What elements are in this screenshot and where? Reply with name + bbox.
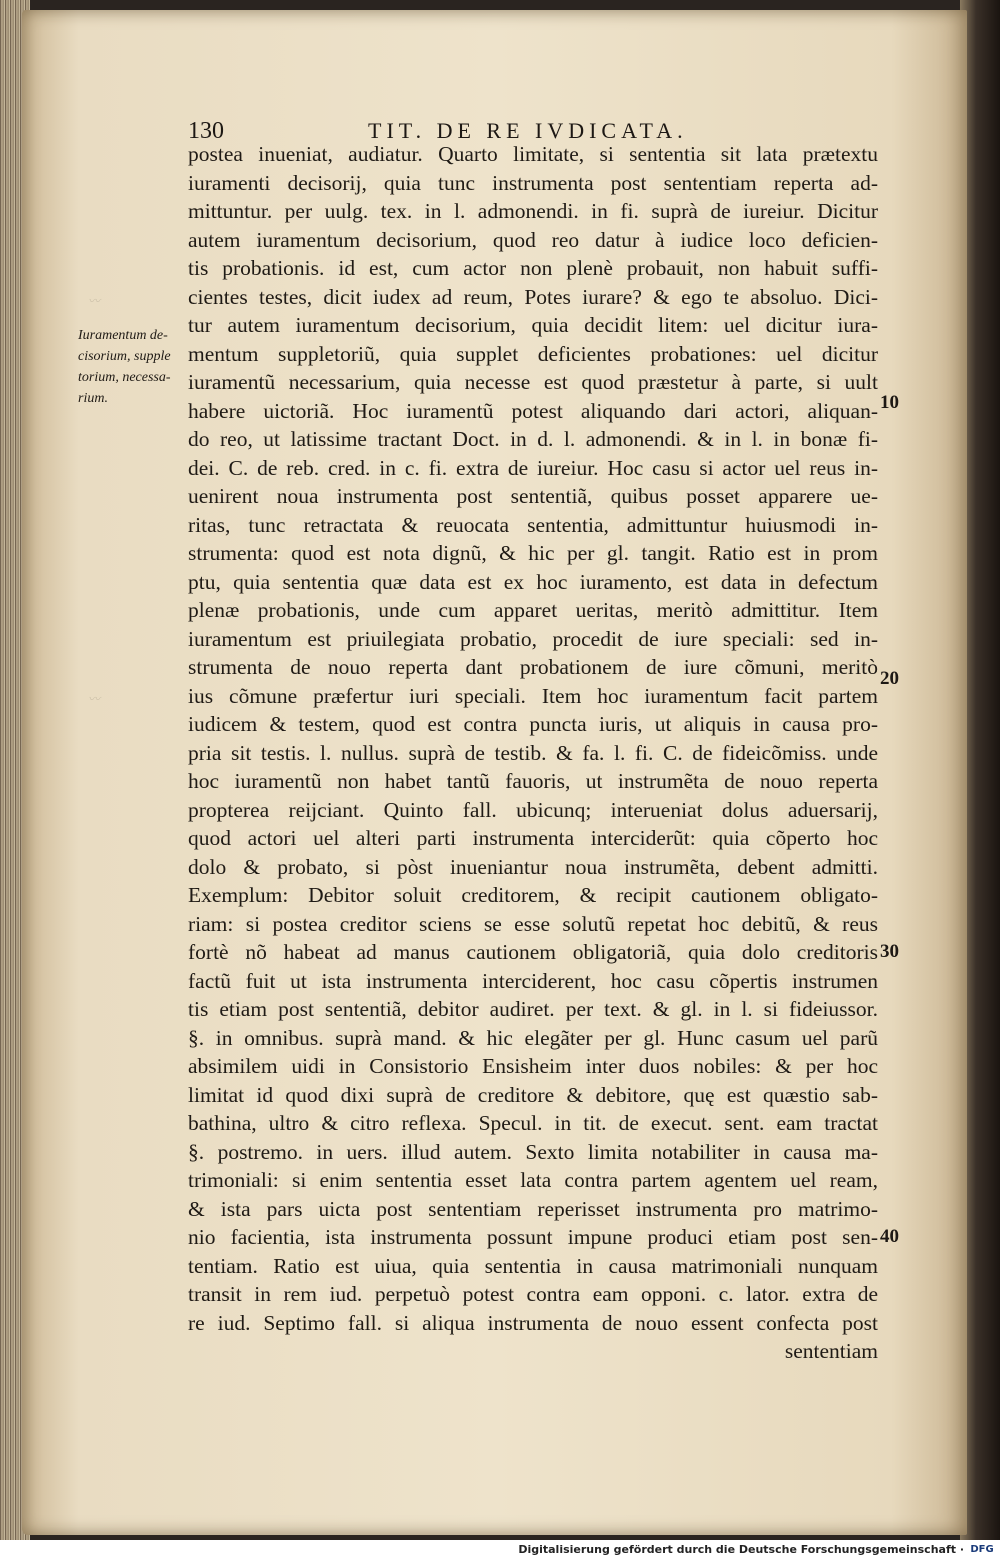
text-line: dolo & probato, si pòst inueniantur noua instrumẽta, debent admitti. xyxy=(188,854,878,879)
margin-note-line: rium. xyxy=(78,391,108,406)
text-line: uenirent noua instrumenta post sententiã, quibus posset apparere ue- xyxy=(188,484,878,508)
text-line: iuramentum est priuilegiata probatio, procedit de iure speciali: sed in- xyxy=(188,626,878,651)
text-line: fortè nõ habeat ad manus cautionem obligatoriã, quia dolo creditoris xyxy=(188,940,878,964)
body-text xyxy=(188,140,878,1366)
text-line: quod actori uel alteri parti instrumenta interciderũt: quia cõperto hoc xyxy=(188,826,878,850)
footer-credit: Digitalisierung gefördert durch die Deutsche Forschungsgemeinschaft · xyxy=(518,1543,964,1556)
text-line: hoc iuramentũ non habet tantũ fauoris, ut instrumẽta de nouo reperta xyxy=(188,769,878,793)
text-line: propterea reijciant. Quinto fall. ubicunq; interueniat dolus aduersarij, xyxy=(188,797,878,822)
text-line: Exemplum: Debitor soluit creditorem, & recipit cautionem obligato- xyxy=(188,883,878,907)
text-line: mentum suppletoriũ, quia supplet deficientes probationes: uel dicitur xyxy=(188,341,878,366)
text-line: dei. C. de reb. cred. in c. fi. extra de iureiur. Hoc casu si actor uel reus in- xyxy=(188,455,878,480)
text-line: habere uictoriã. Hoc iuramentũ potest aliquando dari actori, aliquan- xyxy=(188,398,878,423)
text-line: iuramentũ necessarium, quia necesse est quod præstetur à parte, si uult xyxy=(188,370,878,394)
footer-bar xyxy=(0,1540,1000,1560)
text-line: strumenta de nouo reperta dant probationem de iure cõmuni, meritò xyxy=(188,655,878,679)
text-line: §. in omnibus. suprà mand. & hic elegãter per gl. Hunc casum uel parũ xyxy=(188,1025,878,1050)
text-line: postea inueniat, audiatur. Quarto limitate, si sententia sit lata prætextu xyxy=(188,142,878,166)
text-line: tis probationis. id est, cum actor non plenè probauit, non habuit suffi- xyxy=(188,256,878,280)
bleed-through-mark: 〰 xyxy=(88,294,101,308)
margin-note-line: cisorium, supple xyxy=(78,349,171,364)
line-number-20: 20 xyxy=(880,668,899,689)
text-line: transit in rem iud. perpetuò potest contra eam opponi. c. lator. extra de xyxy=(188,1282,878,1306)
text-line: mittuntur. per uulg. tex. in l. admonendi. in fi. suprà de iureiur. Dicitur xyxy=(188,199,878,223)
header-title: TIT. DE RE IVDICATA. xyxy=(368,118,688,143)
text-line: bathina, ultro & citro reflexa. Specul. in tit. de execut. sent. eam tractat xyxy=(188,1111,878,1135)
text-line: iuramenti decisorij, quia tunc instrumenta post sententiam reperta ad- xyxy=(188,170,878,195)
page-number: 130 xyxy=(188,118,224,144)
text-line: nio facientia, ista instrumenta possunt impune produci etiam post sen- xyxy=(188,1225,878,1249)
dfg-logo-icon: DFG xyxy=(970,1544,994,1555)
text-line: factũ fuit ut ista instrumenta interciderent, hoc casu cõpertis instrumen xyxy=(188,968,878,993)
text-line: ritas, tunc retractata & reuocata sententia, admittuntur huiusmodi in- xyxy=(188,512,878,537)
text-line: autem iuramentum decisorium, quod reo datur à iudice loco deficien- xyxy=(188,227,878,252)
margin-note-line: torium, necessa- xyxy=(78,370,171,385)
text-line: §. postremo. in uers. illud autem. Sexto limita notabiliter in causa ma- xyxy=(188,1139,878,1164)
line-number-30: 30 xyxy=(880,941,899,962)
text-line: re iud. Septimo fall. si aliqua instrumenta de nouo essent confecta post xyxy=(188,1310,878,1335)
text-line: & ista pars uicta post sententiam reperisset instrumenta pro matrimo- xyxy=(188,1196,878,1221)
text-line: limitat id quod dixi suprà de creditore & debitore, quę est quæstio sab- xyxy=(188,1082,878,1107)
margin-note xyxy=(78,325,186,409)
text-line: tur autem iuramentum decisorium, quia decidit litem: uel dicitur iura- xyxy=(188,313,878,337)
margin-note-line: Iuramentum de- xyxy=(78,328,168,343)
text-line: ptu, quia sententia quæ data est ex hoc iuramento, est data in defectum xyxy=(188,569,878,594)
text-line: riam: si postea creditor sciens se esse solutũ repetat hoc debitũ, & reus xyxy=(188,911,878,936)
text-line: trimoniali: si enim sententia esset lata contra partem agentem uel ream, xyxy=(188,1168,878,1192)
bleed-through-mark: 〰 xyxy=(88,692,101,706)
text-line: plenæ probationis, unde cum apparet ueritas, meritò admittitur. Item xyxy=(188,598,878,622)
text-line-catchword: sententiam xyxy=(784,1339,878,1363)
text-line: tentiam. Ratio est uiua, quia sententia in causa matrimoniali nunquam xyxy=(188,1253,878,1278)
text-line: pria sit testis. l. nullus. suprà de testib. & fa. l. fi. C. de fideicõmiss. unde xyxy=(188,740,878,765)
text-line: tis etiam post sententiã, debitor audiret. per text. & gl. in l. si fideiussor. xyxy=(188,997,878,1021)
text-line: ius cõmune præfertur iuri speciali. Item hoc iuramentum facit partem xyxy=(188,683,878,708)
text-line: iudicem & testem, quod est contra puncta iuris, ut aliquis in causa pro- xyxy=(188,712,878,736)
text-line: cientes testes, dicit iudex ad reum, Potes iurare? & ego te absoluo. Dici- xyxy=(188,284,878,309)
text-line: do reo, ut latissime tractant Doct. in d. l. admonendi. & in l. in bonæ fi- xyxy=(188,427,878,451)
line-number-40: 40 xyxy=(880,1226,899,1247)
text-line: absimilem uidi in Consistorio Ensisheim inter duos nobiles: & per hoc xyxy=(188,1054,878,1078)
text-line: strumenta: quod est nota dignũ, & hic per gl. tangit. Ratio est in prom xyxy=(188,541,878,565)
line-number-10: 10 xyxy=(880,392,899,413)
